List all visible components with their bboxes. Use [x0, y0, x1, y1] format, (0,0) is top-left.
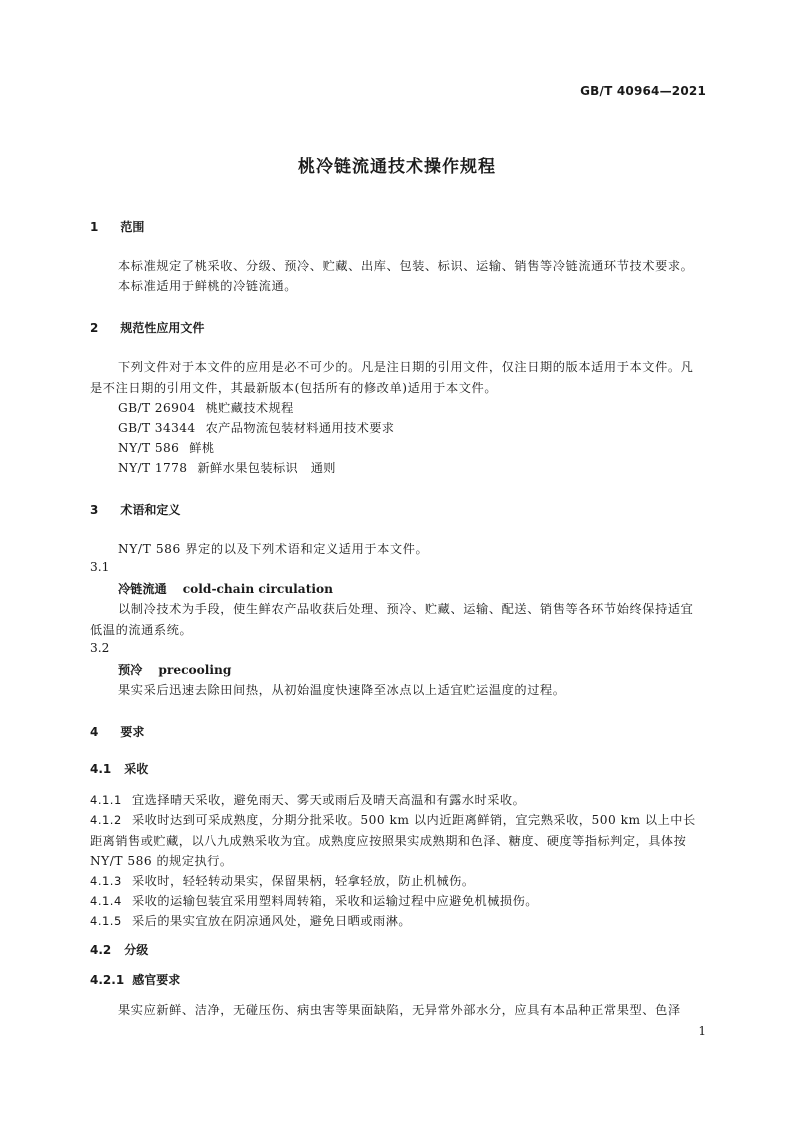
- clause-item: [90, 810, 706, 872]
- subsection-title: 分级: [124, 943, 149, 957]
- reference-code: NY/T 586: [118, 441, 180, 455]
- clause-text: 采后的果实宜放在阴凉通风处，避免日晒或雨淋。: [132, 914, 412, 928]
- clause-item: [90, 871, 706, 892]
- reference-item: [118, 439, 214, 456]
- paragraph: 本标准适用于鲜桃的冷链流通。: [118, 279, 298, 293]
- clause-number: 4.1.5: [90, 914, 122, 928]
- standard-number: GB/T 40964—2021: [580, 84, 706, 98]
- term-zh: 冷链流通: [118, 582, 167, 596]
- section-2-heading: [90, 319, 204, 336]
- section-4-heading: [90, 723, 144, 740]
- clause-item: [90, 891, 706, 912]
- section-3-heading: [90, 501, 180, 518]
- clause-text: 采收时达到可采成熟度，分期分批采收。500 km 以内近距离鲜销，宜完熟采收，500 km 以上中长距离销售或贮藏，以八九成熟采收为宜。成熟度应按照果实成熟期和色泽、糖度、硬度等指标判定，具体按 NY/T 586 的规定执行。: [90, 813, 696, 868]
- subsection-number: 4.1: [90, 762, 112, 776]
- term-heading: [118, 580, 333, 597]
- subsection-number: 4.2.1: [90, 973, 125, 987]
- reference-name: 鲜桃: [189, 441, 215, 455]
- section-number: 4: [90, 725, 99, 739]
- section-number: 3: [90, 503, 99, 517]
- clause-number: 4.1.1: [90, 793, 122, 807]
- paragraph: 下列文件对于本文件的应用是必不可少的。凡是注日期的引用文件，仅注日期的版本适用于本文件。凡是不注日期的引用文件，其最新版本(包括所有的修改单)适用于本文件。: [90, 360, 694, 395]
- reference-code: NY/T 1778: [118, 461, 188, 475]
- clause-number: 4.1.4: [90, 894, 122, 908]
- section-title: 术语和定义: [120, 503, 181, 517]
- reference-item: [118, 399, 294, 416]
- term-heading: [118, 661, 231, 678]
- section-number: 2: [90, 321, 99, 335]
- term-en: precooling: [158, 663, 232, 677]
- term-number: 3.1: [90, 560, 110, 574]
- reference-name: 新鲜水果包装标识 通则: [197, 461, 336, 475]
- section-title: 范围: [120, 220, 145, 234]
- paragraph: 本标准规定了桃采收、分级、预冷、贮藏、出库、包装、标识、运输、销售等冷链流通环节技术要求。: [118, 259, 694, 273]
- term-definition: 以制冷技术为手段，使生鲜农产品收获后处理、预冷、贮藏、运输、配送、销售等各环节始终保持适宜低温的流通系统。: [90, 602, 694, 637]
- clause-text: 采收时，轻轻转动果实，保留果柄，轻拿轻放，防止机械伤。: [132, 874, 475, 888]
- clause-item: [90, 911, 706, 932]
- term-number: 3.2: [90, 641, 110, 655]
- paragraph: 果实应新鲜、洁净，无碰压伤、病虫害等果面缺陷，无异常外部水分，应具有本品种正常果型、色泽: [118, 1003, 681, 1017]
- term-en: cold-chain circulation: [182, 582, 333, 596]
- reference-name: 农产品物流包装材料通用技术要求: [205, 421, 395, 435]
- subsection-title: 采收: [124, 762, 149, 776]
- subsection-4-2-1-heading: [90, 971, 180, 988]
- subsection-title: 感官要求: [132, 973, 181, 987]
- subsection-4-1-heading: [90, 760, 148, 777]
- clause-item: [90, 790, 706, 811]
- term-definition: 果实采后迅速去除田间热，从初始温度快速降至冰点以上适宜贮运温度的过程。: [118, 683, 566, 697]
- document-title: 桃冷链流通技术操作规程: [298, 157, 496, 177]
- clause-text: 采收的运输包装宜采用塑料周转箱，采收和运输过程中应避免机械损伤。: [132, 894, 538, 908]
- reference-item: [118, 459, 336, 476]
- page-number: 1: [698, 1024, 706, 1038]
- reference-item: [118, 419, 394, 436]
- clause-text: 宜选择晴天采收，避免雨天、雾天或雨后及晴天高温和有露水时采收。: [132, 793, 526, 807]
- section-1-heading: [90, 218, 144, 235]
- reference-code: GB/T 26904: [118, 401, 196, 415]
- paragraph: NY/T 586 界定的以及下列术语和定义适用于本文件。: [118, 542, 429, 556]
- reference-code: GB/T 34344: [118, 421, 196, 435]
- section-title: 规范性应用文件: [120, 321, 205, 335]
- subsection-4-2-heading: [90, 941, 148, 958]
- reference-name: 桃贮藏技术规程: [205, 401, 294, 415]
- clause-number: 4.1.3: [90, 874, 122, 888]
- term-zh: 预冷: [118, 663, 143, 677]
- section-title: 要求: [120, 725, 145, 739]
- subsection-number: 4.2: [90, 943, 112, 957]
- clause-number: 4.1.2: [90, 813, 122, 827]
- section-number: 1: [90, 220, 99, 234]
